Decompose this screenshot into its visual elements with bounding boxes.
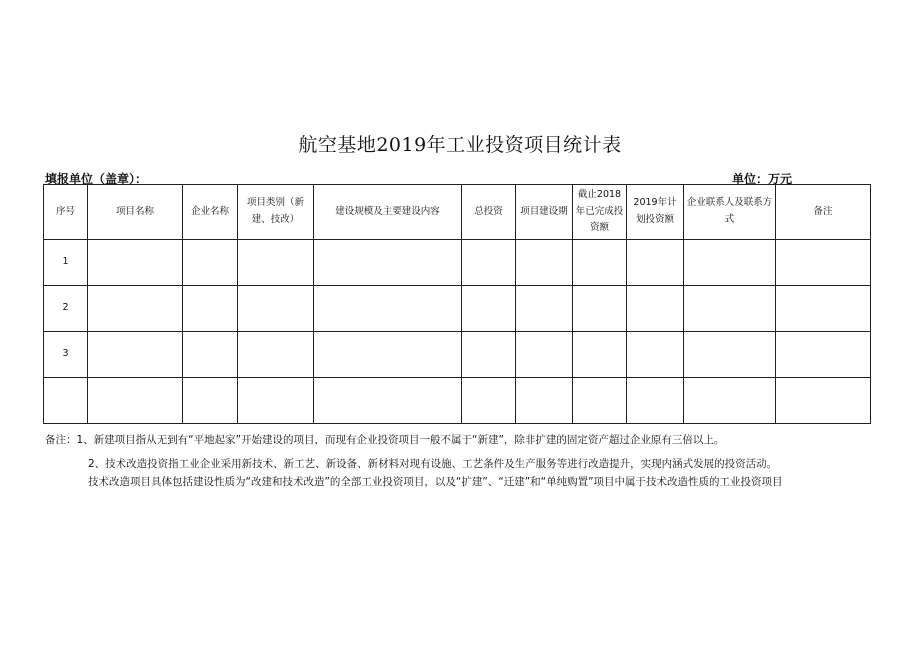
cell-contact[interactable]: [684, 332, 776, 378]
header-total-invest: 总投资: [462, 185, 516, 240]
header-scale: 建设规模及主要建设内容: [314, 185, 462, 240]
cell-contact[interactable]: [684, 378, 776, 424]
cell-remarks[interactable]: [776, 332, 871, 378]
table-row: [44, 286, 871, 332]
row-seq: [44, 378, 88, 424]
header-contact: 企业联系人及联系方式: [684, 185, 776, 240]
cell-period[interactable]: [516, 378, 573, 424]
cell-category[interactable]: [238, 286, 314, 332]
header-category: 项目类别（新建、技改）: [238, 185, 314, 240]
note-2-line-2: 技术改造项目具体包括建设性质为“改建和技术改造”的全部工业投资项目，以及“扩建”、“迁建”和“单纯购置”项目中属于技术改造性质的工业投资项目: [88, 476, 783, 488]
row-seq: 1: [44, 240, 88, 286]
header-period: 项目建设期: [516, 185, 573, 240]
table-row: [44, 378, 871, 424]
cell-completed-2018[interactable]: [573, 332, 627, 378]
header-seq: 序号: [44, 185, 88, 240]
cell-contact[interactable]: [684, 240, 776, 286]
cell-completed-2018[interactable]: [573, 286, 627, 332]
cell-total-invest[interactable]: [462, 286, 516, 332]
cell-scale[interactable]: [314, 378, 462, 424]
cell-period[interactable]: [516, 286, 573, 332]
cell-scale[interactable]: [314, 332, 462, 378]
cell-remarks[interactable]: [776, 240, 871, 286]
header-remarks: 备注: [776, 185, 871, 240]
cell-scale[interactable]: [314, 240, 462, 286]
cell-category[interactable]: [238, 332, 314, 378]
cell-contact[interactable]: [684, 286, 776, 332]
cell-total-invest[interactable]: [462, 332, 516, 378]
row-seq: 2: [44, 286, 88, 332]
cell-plan-2019[interactable]: [627, 378, 684, 424]
table-row: [44, 332, 871, 378]
note-1: 备注：1、新建项目指从无到有“平地起家”开始建设的项目，而现有企业投资项目一般不属于“新建”，除非扩建的固定资产超过企业原有三倍以上。: [45, 434, 725, 446]
investment-table: [43, 184, 871, 424]
cell-project-name[interactable]: [88, 332, 183, 378]
cell-plan-2019[interactable]: [627, 286, 684, 332]
cell-company-name[interactable]: [183, 378, 238, 424]
note-2-line-1: 2、技术改造投资指工业企业采用新技术、新工艺、新设备、新材料对现有设施、工艺条件及生产服务等进行改造提升，实现内涵式发展的投资活动。: [88, 458, 778, 470]
cell-project-name[interactable]: [88, 286, 183, 332]
cell-plan-2019[interactable]: [627, 240, 684, 286]
cell-company-name[interactable]: [183, 286, 238, 332]
cell-company-name[interactable]: [183, 240, 238, 286]
notes-section: [45, 431, 885, 491]
cell-category[interactable]: [238, 240, 314, 286]
page-title: 航空基地2019年工业投资项目统计表: [298, 134, 622, 156]
money-unit-label: 单位：万元: [732, 172, 793, 186]
fill-unit-label: 填报单位（盖章）：: [45, 172, 148, 186]
cell-project-name[interactable]: [88, 240, 183, 286]
cell-completed-2018[interactable]: [573, 240, 627, 286]
cell-remarks[interactable]: [776, 378, 871, 424]
cell-plan-2019[interactable]: [627, 332, 684, 378]
row-seq: 3: [44, 332, 88, 378]
cell-project-name[interactable]: [88, 378, 183, 424]
cell-remarks[interactable]: [776, 286, 871, 332]
header-project-name: 项目名称: [88, 185, 183, 240]
header-plan-2019: 2019年计划投资额: [627, 185, 684, 240]
cell-company-name[interactable]: [183, 332, 238, 378]
cell-scale[interactable]: [314, 286, 462, 332]
cell-completed-2018[interactable]: [573, 378, 627, 424]
cell-total-invest[interactable]: [462, 378, 516, 424]
cell-category[interactable]: [238, 378, 314, 424]
header-completed-2018: 截止2018年已完成投资额: [573, 185, 627, 240]
table-header-row: [44, 185, 871, 240]
header-company-name: 企业名称: [183, 185, 238, 240]
cell-period[interactable]: [516, 240, 573, 286]
cell-total-invest[interactable]: [462, 240, 516, 286]
table-row: [44, 240, 871, 286]
cell-period[interactable]: [516, 332, 573, 378]
